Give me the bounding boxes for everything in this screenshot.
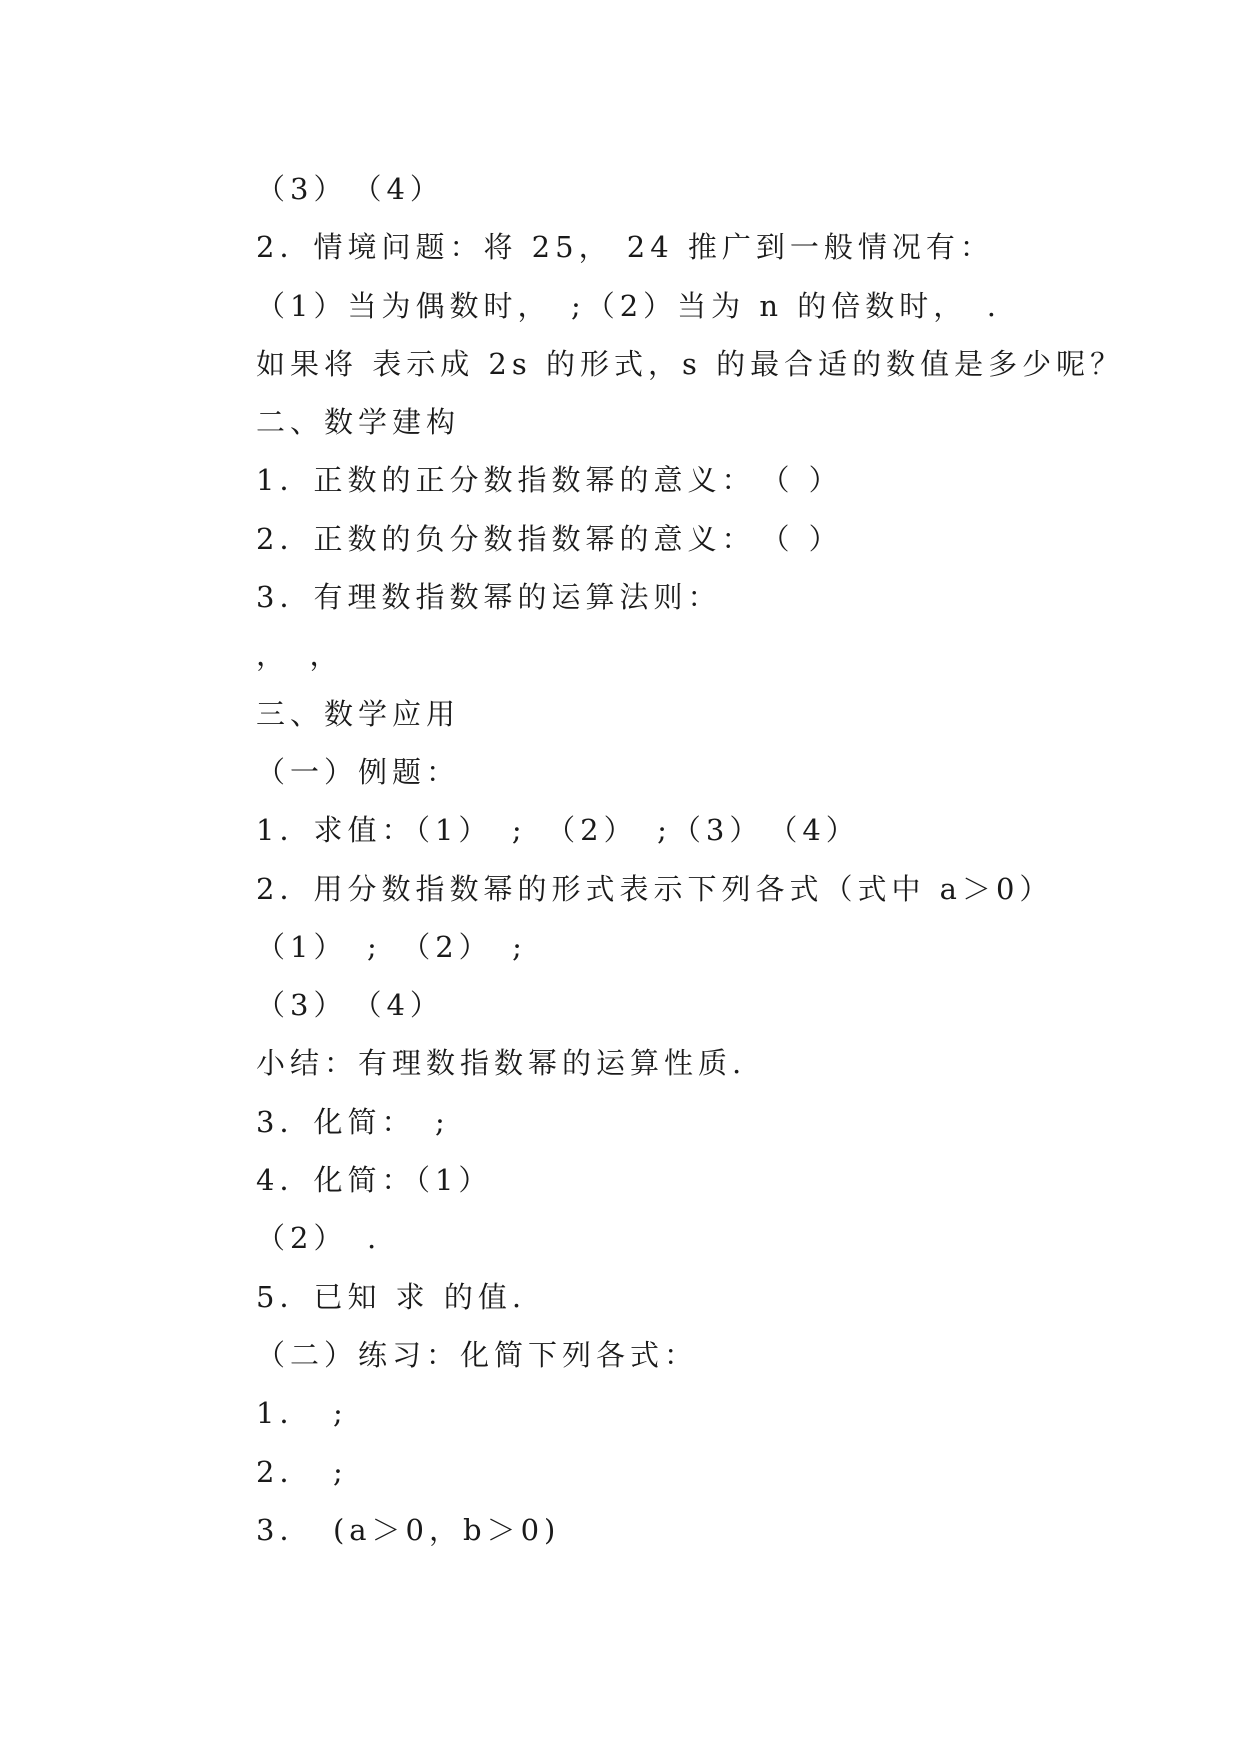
text-line: 3． (a＞0，b＞0) (256, 1512, 561, 1547)
text-line: 4．化简：（1） (256, 1163, 493, 1198)
text-line: 2．情境问题：将 25， 24 推广到一般情况有： (256, 230, 994, 265)
text-line: 如果将 表示成 2s 的形式，s 的最合适的数值是多少呢？ (256, 346, 1125, 381)
text-line: （1） ; （2） ; (256, 929, 527, 964)
text-line: 1．求值：（1） ; （2） ;（3） （4） (256, 813, 860, 848)
subsection-heading: （二）练习：化简下列各式： (256, 1337, 699, 1372)
text-line: （2） . (256, 1221, 382, 1256)
text-line: 1． ; (256, 1396, 348, 1431)
text-line: 3．有理数指数幂的运算法则： (256, 580, 722, 615)
text-line: 1．正数的正分数指数幂的意义： （ ） (256, 463, 843, 498)
section-heading: 三、数学应用 (256, 696, 461, 731)
text-line: 2．用分数指数幂的形式表示下列各式（式中 a＞0） (256, 871, 1054, 906)
section-heading: 二、数学建构 (256, 405, 461, 440)
text-line: 5．已知 求 的值. (256, 1279, 527, 1314)
text-line: 2． ; (256, 1454, 348, 1489)
document-body (256, 160, 1156, 1559)
text-line: 小结：有理数指数幂的运算性质. (256, 1046, 747, 1081)
text-line: 3．化简： ; (256, 1104, 450, 1139)
text-line: 2．正数的负分数指数幂的意义： （ ） (256, 521, 843, 556)
subsection-heading: （一）例题： (256, 754, 461, 789)
text-line: （3） （4） (256, 988, 444, 1023)
text-line: （3） （4） (256, 172, 444, 206)
text-line: ， ， (256, 638, 344, 673)
text-line: （1）当为偶数时， ;（2）当为 n 的倍数时， . (256, 288, 1002, 323)
